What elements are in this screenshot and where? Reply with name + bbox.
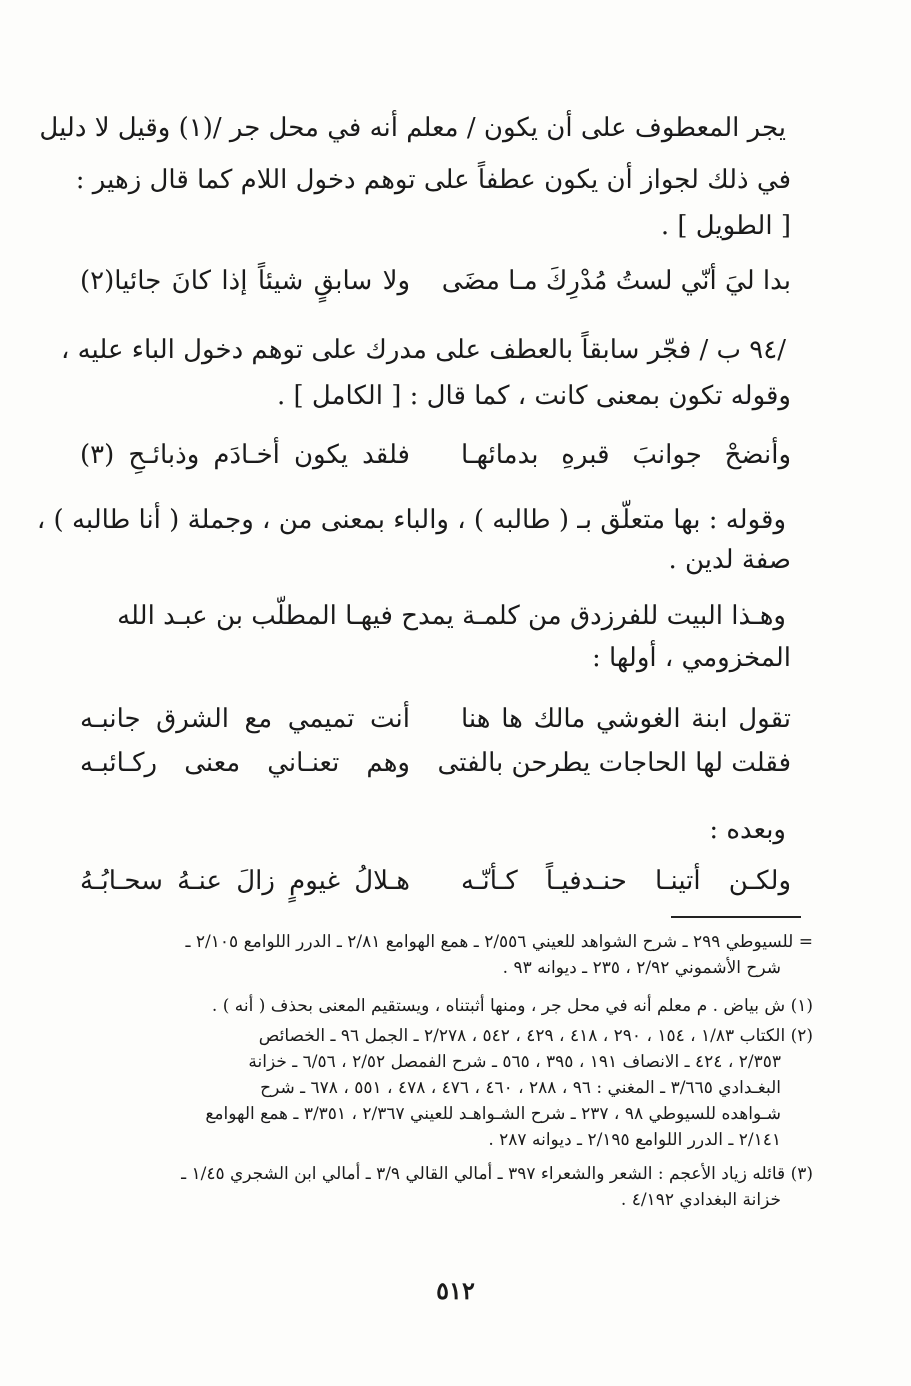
footnote-1: (١) ش بياض . م معلم أنه في محل جر ، ومنها أثبتناه ، ويستقيم المعنى بحذف ( أنه ) . — [211, 996, 813, 1016]
footnote-line: البغـدادي ٣/٦٦٥ ـ المغني : ٩٦ ، ٢٨٨ ، ٤٦٠ ، ٤٧٦ ، ٤٧٨ ، ٥٥١ ، ٦٧٨ ـ شرح — [260, 1078, 781, 1098]
footnote-2: (٢) الكتاب ١/٨٣ ، ١٥٤ ، ٢٩٠ ، ٤١٨ ، ٤٢٩ ، ٥٤٢ ، ٢/٢٧٨ ـ الجمل ٩٦ ـ الخصائص — [258, 1026, 813, 1046]
verse-hemistich-second: فلقد يكون أخـادَم وذبائـحِ (٣) — [80, 440, 410, 470]
verse — [80, 440, 791, 484]
verse-hemistich-first: ولكـن أتينـا حنـدفيـاً كـأنّـه — [461, 866, 791, 896]
verse-hemistich-second: هـلالُ غيومٍ زالَ عنـهُ سحـابُـهُ — [80, 866, 410, 896]
body-line: [ الطويل ] . — [660, 211, 791, 241]
body-line: يجر المعطوف على أن يكون / معلم أنه في محل جر /(١) وقيل لا دليل — [39, 113, 786, 143]
verse-hemistich-first: بدا ليَ أنّي لستُ مُدْرِكَ مـا مضَى — [441, 266, 791, 296]
footnote-line: شـواهده للسيوطي ٩٨ ، ٢٣٧ ـ شرح الشـواهـد للعيني ٢/٣٦٧ ، ٣/٣٥١ ـ همع الهوامع — [205, 1104, 781, 1124]
footnote-separator — [671, 916, 801, 918]
body-line: المخزومي ، أولها : — [591, 643, 791, 673]
verse-hemistich-second: ولا سابقٍ شيئاً إذا كانَ جائيا(٢) — [80, 266, 410, 296]
verse — [80, 266, 791, 310]
body-line: وهـذا البيت للفرزدق من كلمـة يمدح فيهـا المطلّب بن عبـد الله — [117, 601, 786, 631]
verse — [80, 704, 791, 748]
footnote-line: خزانة البغدادي ٤/١٩٢ . — [620, 1190, 781, 1210]
footnote-line: ٢/١٤١ ـ الدرر اللوامع ٢/١٩٥ ـ ديوانه ٢٨٧ . — [488, 1130, 781, 1150]
verse-hemistich-first: تقول ابنة الغوشي مالك ها هنا — [461, 704, 791, 734]
verse — [80, 748, 791, 792]
body-line: /٩٤ ب / فجّر سابقاً بالعطف على مدرك على توهم دخول الباء عليه ، — [60, 335, 786, 365]
footnote-line: ٢/٣٥٣ ، ٤٢٤ ـ الانصاف ١٩١ ، ٣٩٥ ، ٥٦٥ ـ شرح الفمصل ٢/٥٢ ، ٦/٥٦ ـ خزانة — [248, 1052, 781, 1072]
verse — [80, 866, 791, 910]
body-line: وقوله : بها متعلّق بـ ( طالبه ) ، والباء بمعنى من ، وجملة ( أنا طالبه ) ، — [36, 505, 786, 535]
verse-hemistich-first: وأنضحْ جوانبَ قبرهِ بدمائهـا — [461, 440, 791, 470]
verse-hemistich-first: فقلت لها الحاجات يطرحن بالفتى — [437, 748, 791, 778]
body-line: وبعده : — [709, 815, 786, 845]
verse-hemistich-second: وهم تعنـاني معنى ركـائبـه — [80, 748, 410, 778]
footnote-3: (٣) قائله زياد الأعجم : الشعر والشعراء ٣٩٧ ـ أمالي القالي ٣/٩ ـ أمالي ابن الشجري ١/٤٥ ـ — [181, 1164, 813, 1184]
footnote-line: شرح الأشموني ٢/٩٢ ، ٢٣٥ ـ ديوانه ٩٣ . — [502, 958, 781, 978]
body-line: صفة لدين . — [668, 545, 791, 575]
body-line: وقوله تكون بمعنى كانت ، كما قال : [ الكامل ] . — [276, 381, 791, 411]
page-number: ٥١٢ — [436, 1276, 475, 1305]
body-line: في ذلك لجواز أن يكون عطفاً على توهم دخول اللام كما قال زهير : — [75, 165, 791, 195]
verse-hemistich-second: أنت تميمي مع الشرق جانبـه — [80, 704, 410, 734]
footnote-line: = للسيوطي ٢٩٩ ـ شرح الشواهد للعيني ٢/٥٥٦ ـ همع الهوامع ٢/٨١ ـ الدرر اللوامع ٢/١٠٥ ـ — [185, 932, 813, 952]
